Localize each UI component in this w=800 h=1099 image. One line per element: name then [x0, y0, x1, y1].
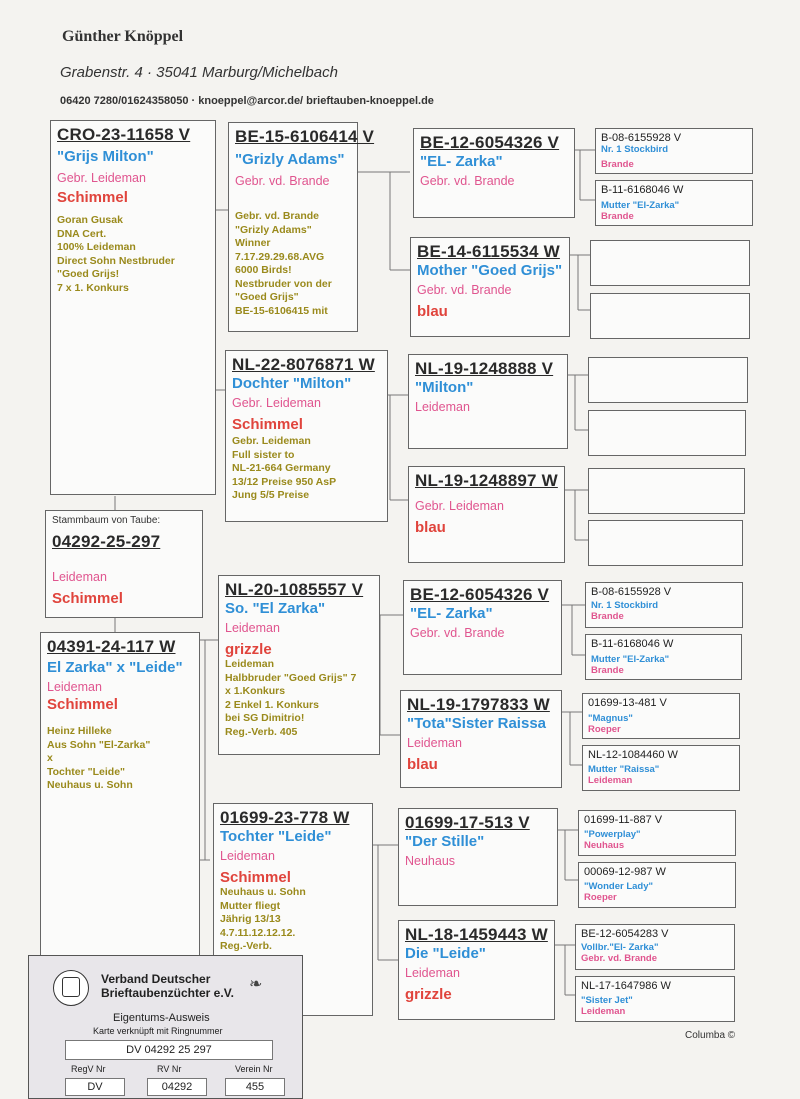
gen4-ring: B-11-6168046 W	[591, 638, 674, 650]
sire-ring: CRO-23-11658 V	[57, 125, 191, 144]
card-org-line1: Verband Deutscher	[101, 972, 211, 986]
card-ring-field	[65, 1040, 273, 1060]
gen3-breeder: Leideman	[415, 400, 470, 414]
subject-box[interactable]	[45, 510, 203, 618]
gen4-breeder: Brande	[601, 159, 634, 170]
gen3-name: "EL- Zarka"	[420, 153, 503, 170]
gen2-notes: Gebr. vd. Brande "Grizly Adams" Winner 7.17.29.29.68.AVG 6000 Birds! Nestbruder von der "Goed Grijs" BE-15-6106415 mit	[235, 210, 332, 317]
gen2-breeder: Gebr. Leideman	[232, 396, 321, 410]
gen3-box-3[interactable]	[408, 354, 568, 449]
gen2-name: "Grizly Adams"	[235, 151, 345, 168]
gen4-breeder: Leideman	[588, 775, 633, 786]
dam-name: El Zarka" x "Leide"	[47, 659, 183, 676]
gen2-breeder: Leideman	[220, 849, 275, 863]
gen3-breeder: Gebr. vd. Brande	[410, 626, 505, 640]
gen4-box-6[interactable]	[588, 410, 746, 456]
dam-color: Schimmel	[47, 696, 118, 713]
card-subtitle: Karte verknüpft mit Ringnummer	[93, 1026, 223, 1036]
gen2-name: Tochter "Leide"	[220, 828, 332, 845]
gen2-dam-sire-box[interactable]	[218, 575, 380, 755]
gen2-breeder: Leideman	[225, 621, 280, 635]
gen3-name: "Tota"Sister Raissa	[407, 715, 546, 732]
gen4-box-9[interactable]	[585, 582, 743, 628]
gen3-breeder: Gebr. vd. Brande	[420, 174, 515, 188]
gen3-ring: NL-19-1248897 W	[415, 471, 558, 490]
gen4-box-16[interactable]	[575, 976, 735, 1022]
gen4-box-14[interactable]	[578, 862, 736, 908]
gen2-name: Dochter "Milton"	[232, 375, 352, 392]
gen4-box-3[interactable]	[590, 240, 750, 286]
card-col3-value: 455	[225, 1078, 285, 1096]
dam-notes: Heinz Hilleke Aus Sohn "El-Zarka" x Tochter "Leide" Neuhaus u. Sohn	[47, 725, 151, 791]
breeder-name: Günther Knöppel	[62, 28, 184, 45]
gen4-breeder: Gebr. vd. Brande	[581, 953, 658, 964]
gen3-box-8[interactable]	[398, 920, 555, 1020]
gen4-box-5[interactable]	[588, 357, 748, 403]
subject-breeder: Leideman	[52, 570, 107, 584]
gen2-sire-dam-box[interactable]	[225, 350, 388, 522]
gen3-ring: BE-12-6054326 V	[410, 585, 550, 604]
card-org-line2: Brieftaubenzüchter e.V.	[101, 986, 234, 1000]
breeder-contact: 06420 7280/01624358050 · knoeppel@arcor.de/ brieftauben-knoeppel.de	[60, 95, 434, 107]
gen3-box-4[interactable]	[408, 466, 565, 563]
columba-copyright: Columba ©	[685, 1030, 736, 1041]
gen4-name: Nr. 1 Stockbird	[601, 144, 669, 155]
dam-breeder: Leideman	[47, 680, 102, 694]
gen2-sire-sire-box[interactable]	[228, 122, 375, 332]
gen3-box-1[interactable]	[413, 128, 575, 218]
gen3-color: grizzle	[405, 986, 452, 1003]
card-ring-number: DV 04292 25 297	[126, 1044, 212, 1056]
sire-breeder: Gebr. Leideman	[57, 171, 146, 185]
gen3-ring: NL-19-1248888 V	[415, 359, 554, 378]
dam-ring: 04391-24-117 W	[47, 637, 176, 656]
gen3-name: "Milton"	[415, 379, 474, 396]
gen4-name: Mutter "El-Zarka"	[601, 200, 680, 211]
gen2-color: Schimmel	[220, 869, 291, 886]
sire-color: Schimmel	[57, 189, 128, 206]
gen2-notes: Leideman Halbbruder "Goed Grijs" 7 x 1.Konkurs 2 Enkel 1. Konkurs bei SG Dimitrio! Reg.-Verb. 405	[225, 658, 357, 738]
gen2-color: Schimmel	[232, 416, 303, 433]
gen4-breeder: Brande	[591, 665, 624, 676]
gen4-name: "Magnus"	[588, 713, 633, 724]
gen4-ring: NL-12-1084460 W	[588, 749, 678, 761]
gen4-box-2[interactable]	[595, 180, 753, 226]
gen4-box-13[interactable]	[578, 810, 736, 856]
gen3-ring: BE-14-6115534 W	[417, 242, 560, 261]
gen4-ring: NL-17-1647986 W	[581, 980, 671, 992]
gen2-color: grizzle	[225, 641, 272, 658]
gen2-breeder: Gebr. vd. Brande	[235, 174, 330, 188]
card-col2-value: 04292	[147, 1078, 207, 1096]
gen4-ring: 00069-12-987 W	[584, 866, 666, 878]
gen4-ring: 01699-11-887 V	[584, 814, 663, 826]
gen4-ring: 01699-13-481 V	[588, 697, 667, 709]
gen4-box-8[interactable]	[588, 520, 743, 566]
gen4-breeder: Brande	[591, 611, 624, 622]
gen4-breeder: Roeper	[588, 724, 621, 735]
gen4-name: "Sister Jet"	[581, 995, 633, 1006]
card-col1-value: DV	[65, 1078, 125, 1096]
gen3-name: "Der Stille"	[405, 833, 485, 850]
gen4-ring: BE-12-6054283 V	[581, 928, 669, 940]
gen4-ring: B-08-6155928 V	[591, 586, 672, 598]
gen3-ring: NL-18-1459443 W	[405, 925, 548, 944]
gen4-box-11[interactable]	[582, 693, 740, 739]
gen3-box-2[interactable]	[410, 237, 570, 337]
gen3-color: blau	[417, 303, 448, 320]
card-title: Eigentums-Ausweis	[113, 1012, 210, 1024]
gen2-notes: Gebr. Leideman Full sister to NL-21-664 Germany 13/12 Preise 950 AsP Jung 5/5 Preise	[232, 435, 337, 501]
gen4-breeder: Neuhaus	[584, 840, 625, 851]
gen3-breeder: Neuhaus	[405, 854, 456, 868]
gen4-name: Mutter "El-Zarka"	[591, 654, 670, 665]
gen2-ring: NL-20-1085557 V	[225, 580, 364, 599]
gen3-ring: BE-12-6054326 V	[420, 133, 560, 152]
gen3-box-5[interactable]	[403, 580, 562, 675]
gen4-name: "Wonder Lady"	[584, 881, 654, 892]
card-col1-label: RegV Nr	[71, 1064, 106, 1074]
association-logo-icon	[53, 970, 89, 1006]
gen3-breeder: Leideman	[407, 736, 462, 750]
gen4-ring: B-11-6168046 W	[601, 184, 684, 196]
subject-color: Schimmel	[52, 590, 123, 607]
subject-ring: 04292-25-297	[52, 532, 161, 551]
gen4-name: Nr. 1 Stockbird	[591, 600, 659, 611]
gen4-box-4[interactable]	[590, 293, 750, 339]
gen3-breeder: Gebr. vd. Brande	[417, 283, 512, 297]
gen2-ring: BE-15-6106414 V	[235, 127, 375, 146]
card-col2-label: RV Nr	[157, 1064, 182, 1074]
gen3-breeder: Gebr. Leideman	[415, 499, 504, 513]
gen4-box-1[interactable]	[595, 128, 753, 174]
gen4-box-7[interactable]	[588, 468, 745, 514]
gen3-color: blau	[407, 756, 438, 773]
gen4-breeder: Roeper	[584, 892, 617, 903]
gen4-name: Vollbr."El- Zarka"	[581, 942, 659, 953]
breeder-address: Grabenstr. 4 · 35041 Marburg/Michelbach	[60, 64, 338, 81]
ownership-card	[28, 955, 303, 1099]
sire-name: "Grijs Milton"	[57, 148, 154, 165]
gen4-name: Mutter "Raissa"	[588, 764, 660, 775]
gen3-color: blau	[415, 519, 446, 536]
gen3-box-7[interactable]	[398, 808, 558, 906]
gen3-name: "EL- Zarka"	[410, 605, 493, 622]
pigeon-icon: ❧	[249, 976, 263, 993]
sire-notes: Goran Gusak DNA Cert. 100% Leideman Direct Sohn Nestbruder "Goed Grijs! 7 x 1. Konkurs	[57, 214, 175, 294]
gen3-ring: 01699-17-513 V	[405, 813, 530, 832]
gen2-notes: Neuhaus u. Sohn Mutter fliegt Jährig 13/13 4.7.11.12.12.12. Reg.-Verb.	[220, 886, 306, 952]
gen3-name: Mother "Goed Grijs"	[417, 262, 563, 279]
gen3-box-6[interactable]	[400, 690, 562, 788]
gen4-box-10[interactable]	[585, 634, 742, 680]
gen4-box-15[interactable]	[575, 924, 735, 970]
gen2-ring: NL-22-8076871 W	[232, 355, 375, 374]
gen4-breeder: Leideman	[581, 1006, 626, 1017]
gen2-name: So. "El Zarka"	[225, 600, 326, 617]
gen4-breeder: Brande	[601, 211, 634, 222]
gen3-name: Die "Leide"	[405, 945, 486, 962]
gen4-ring: B-08-6155928 V	[601, 132, 682, 144]
gen3-breeder: Leideman	[405, 966, 460, 980]
sire-box[interactable]	[50, 120, 216, 495]
gen2-ring: 01699-23-778 W	[220, 808, 350, 827]
gen4-box-12[interactable]	[582, 745, 740, 791]
gen4-name: "Powerplay"	[584, 829, 641, 840]
subject-label: Stammbaum von Taube:	[52, 515, 161, 526]
gen3-ring: NL-19-1797833 W	[407, 695, 550, 714]
card-col3-label: Verein Nr	[235, 1064, 273, 1074]
